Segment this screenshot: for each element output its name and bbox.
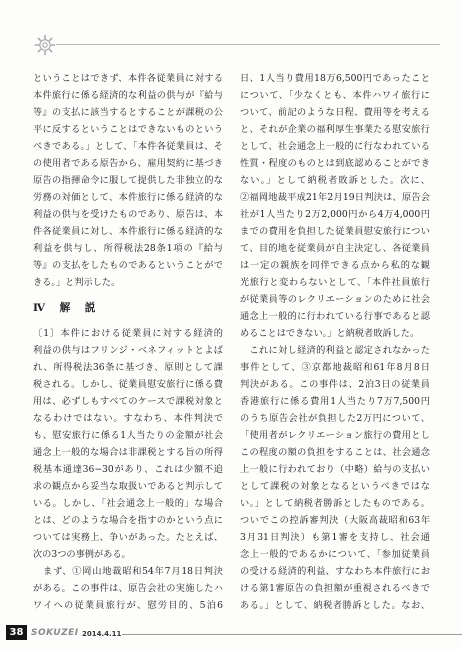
- page-number: 38: [6, 625, 27, 640]
- text-line: 利益の供与を受けたものであり、原告は、本: [33, 209, 223, 220]
- text-line: いる。しかし、「社会通念上一般的」な場合: [33, 498, 223, 509]
- text-line: について、「少なくとも、本件ハワイ旅行に: [240, 90, 430, 101]
- text-line: とは、どのような場合を指すのかという点に: [33, 515, 223, 526]
- text-line: 〔1〕本件における従業員に対する経済的: [33, 328, 223, 339]
- text-line: が従業員等のレクリエーションのために社会: [240, 294, 430, 305]
- text-line: 件各従業員に対し、本件旅行に係る経済的な: [33, 226, 223, 237]
- text-line: 税される。しかし、従業員慰安旅行に係る費: [33, 379, 223, 390]
- text-line: 社が1人当たり2万2,000円から4万4,000円: [240, 209, 430, 220]
- page-footer: [0, 624, 462, 644]
- journal-name: SOKUZEI: [31, 628, 79, 638]
- text-line: 本件旅行に係る経済的な利益の供与が『給与: [33, 90, 223, 101]
- text-line: 判決がある。この事件は、2泊3日の従業員: [240, 379, 430, 390]
- text-line: ついては実務上、争いがあった。たとえば、: [33, 532, 223, 543]
- text-line: きる。」と判示した。: [33, 277, 121, 288]
- text-line: 利益を供与し、所得税法28条1項の『給与: [33, 243, 223, 254]
- text-line: めることはできない。」と納税者敗訴した。: [240, 328, 420, 339]
- page-header: [0, 0, 462, 60]
- text-line: これに対し経済的利益と認定されなかった: [240, 345, 430, 356]
- section-heading: Ⅳ 解 説: [33, 302, 98, 314]
- paragraph: [33, 563, 223, 614]
- text-line: ②福岡地裁平成21年2月19日判決は、原告会: [240, 192, 430, 203]
- text-line: 税基本通達36−30があり、これは少額不追: [33, 464, 223, 475]
- text-line: 利益の供与はフリンジ・ベネフィットとよば: [33, 345, 223, 356]
- text-line: 3月31日判決）も第1審を支持し、社会通: [240, 532, 430, 543]
- text-line: ある。」として、納税者勝訴とした。なお、: [240, 600, 430, 611]
- text-line: 通念上一般的な場合は非課税とする旨の所得: [33, 447, 223, 458]
- paragraph: [33, 325, 223, 563]
- paragraph: [33, 70, 223, 291]
- text-line: この程度の額の負担をすることは、社会通念: [240, 447, 430, 458]
- text-line: 事件として、③京都地裁昭和61年8月8日: [240, 362, 430, 373]
- text-line: 用は、必ずしもすべてのケースで課税対象と: [33, 396, 223, 407]
- text-line: 通念上一般的に行われている行事であると認: [240, 311, 430, 322]
- text-line: ける第1審原告の負担額が重視されるべきで: [240, 583, 430, 594]
- text-line: 「使用者がレクリエーション旅行の費用とし: [240, 430, 430, 441]
- text-line: 念上一般的であるかについて、「参加従業員: [240, 549, 430, 560]
- text-line: のうち原告会社が負担した2万円について、: [240, 413, 430, 424]
- footer-rule: [122, 634, 462, 635]
- text-line: て、目的地を従業員が自主決定し、各従業員: [240, 243, 430, 254]
- text-line: として課税の対象となるというべきではな: [240, 481, 430, 492]
- text-line: 性質・程度のものとは到底認めることができ: [240, 158, 430, 169]
- text-line: まず、①岡山地裁昭和54年7月18日判決: [33, 566, 223, 577]
- text-line: は一定の親族を同伴できる点から私的な観: [240, 260, 430, 271]
- text-line: 原告の指揮命令に服して提供した非独立的な: [33, 175, 223, 186]
- text-line: がある。この事件は、原告会社の実施したハ: [33, 583, 223, 594]
- text-line: と、それが企業の福利厚生事業たる慰安旅行: [240, 124, 430, 135]
- text-line: として、社会通念上一般的に行なわれている: [240, 141, 430, 152]
- text-line: も、慰安旅行に係る1人当たりの金額が社会: [33, 430, 223, 441]
- paragraph: [240, 342, 430, 614]
- paragraph: [240, 70, 430, 342]
- text-line: の受ける経済的利益、すなわち本件旅行にお: [240, 566, 430, 577]
- text-line: 等』の支払に該当するとすることが課税の公: [33, 107, 223, 118]
- column-left: [33, 70, 223, 614]
- text-line: べきである。」として、「本件各従業員は、そ: [33, 141, 223, 152]
- text-line: 次の3つの事例がある。: [33, 549, 131, 560]
- text-line: 上一般に行われており（中略）給与の支払い: [240, 464, 430, 475]
- text-line: の使用者である原告から、雇用契約に基づき: [33, 158, 223, 169]
- text-line: 平に反するということはできないものという: [33, 124, 223, 135]
- text-line: 労務の対価として、本件旅行に係る経済的な: [33, 192, 223, 203]
- issue-date: 2014.4.11: [82, 630, 122, 638]
- text-line: ついて、前記のような日程、費用等を考える: [240, 107, 430, 118]
- text-line: ついでこの控訴審判決（大阪高裁昭和63年: [240, 515, 430, 526]
- text-line: なるわけではない。すなわち、本件判決で: [33, 413, 223, 424]
- text-line: ない。」として納税者敗訴とした。次に、: [240, 175, 430, 186]
- gear-icon: [34, 34, 56, 56]
- text-line: までの費用を負担した従業員慰安旅行につい: [240, 226, 430, 237]
- text-line: 光旅行と変わらないとして、「本件社員旅行: [240, 277, 430, 288]
- text-line: 香港旅行に係る費用1人当たり7万7,500円: [240, 396, 430, 407]
- text-line: 求の観点から妥当な取扱いであると判示して: [33, 481, 223, 492]
- column-right: [240, 70, 430, 614]
- text-line: れ、所得税法36条に基づき、原則として課: [33, 362, 223, 373]
- text-line: 等』の支払をしたものであるということがで: [33, 260, 223, 271]
- header-rule: [56, 44, 440, 45]
- text-line: ということはできず、本件各従業員に対する: [33, 73, 223, 84]
- text-line: い。」として納税者勝訴としたものである。: [240, 498, 430, 509]
- text-line: ワイへの従業員旅行が、慰労目的、5泊6: [33, 600, 223, 611]
- text-line: 日、1人当り費用18万6,500円であったこと: [240, 73, 430, 84]
